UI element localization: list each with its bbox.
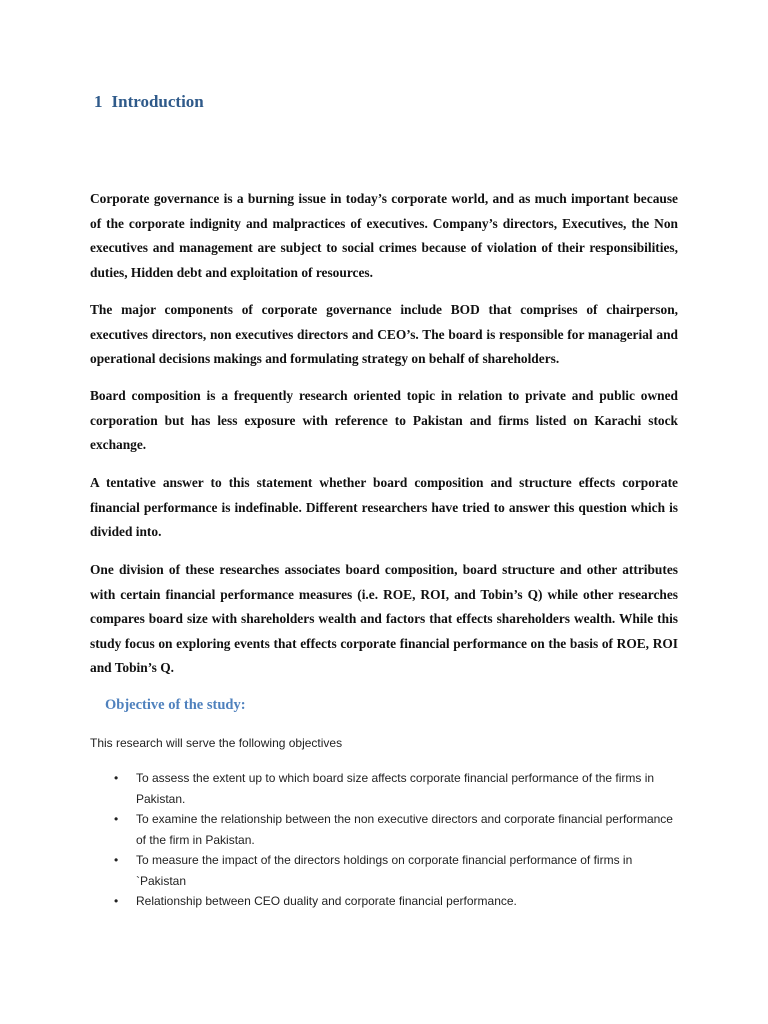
objective-intro: This research will serve the following objectives <box>90 736 343 750</box>
list-item <box>112 891 682 912</box>
list-item-text: To examine the relationship between the non executive directors and corporate financial performance of the firm in Pakistan. <box>136 812 673 847</box>
section-heading <box>94 92 204 112</box>
bullet-icon: • <box>114 812 119 826</box>
bullet-icon: • <box>114 771 119 785</box>
list-item-text: To assess the extent up to which board size affects corporate financial performance of the firms in Pakistan. <box>136 771 655 806</box>
section-title: Introduction <box>111 92 204 111</box>
list-item-text: Relationship between CEO duality and corporate financial performance. <box>136 894 517 908</box>
objective-heading: Objective of the study: <box>105 697 246 713</box>
paragraph-3: Board composition is a frequently research oriented topic in relation to private and public owned corporation but has less exposure with reference to Pakistan and firms listed on Karachi stock exchange. <box>90 388 678 452</box>
paragraph-4: A tentative answer to this statement whether board composition and structure effects corporate financial performance is indefinable. Different researchers have tried to answer this question which is divided into. <box>90 475 678 539</box>
bullet-icon: • <box>114 853 119 867</box>
objective-list <box>112 768 682 912</box>
section-number: 1 <box>94 92 103 111</box>
list-item <box>112 768 682 809</box>
bullet-icon: • <box>114 894 119 908</box>
list-item <box>112 850 682 891</box>
list-item <box>112 809 682 850</box>
paragraph-5: One division of these researches associates board composition, board structure and other attributes with certain financial performance measures (i.e. ROE, ROI, and Tobin’s Q) while other researches compares board size with shareholders wealth and factors that effects shareholders wealth. While this study focus on exploring events that effects corporate financial performance on the basis of ROE, ROI and Tobin’s Q. <box>90 562 678 675</box>
paragraph-1: Corporate governance is a burning issue in today’s corporate world, and as much important because of the corporate indignity and malpractices of executives. Company’s directors, Executives, the Non executives and management are subject to social crimes because of violation of their responsibilities, duties, Hidden debt and exploitation of resources. <box>90 191 678 280</box>
paragraph-2: The major components of corporate governance include BOD that comprises of chairperson, executives directors, non executives directors and CEO’s. The board is responsible for managerial and operational decisions makings and formulating strategy on behalf of shareholders. <box>90 302 678 366</box>
list-item-text: To measure the impact of the directors holdings on corporate financial performance of firms in `Pakistan <box>136 853 633 888</box>
